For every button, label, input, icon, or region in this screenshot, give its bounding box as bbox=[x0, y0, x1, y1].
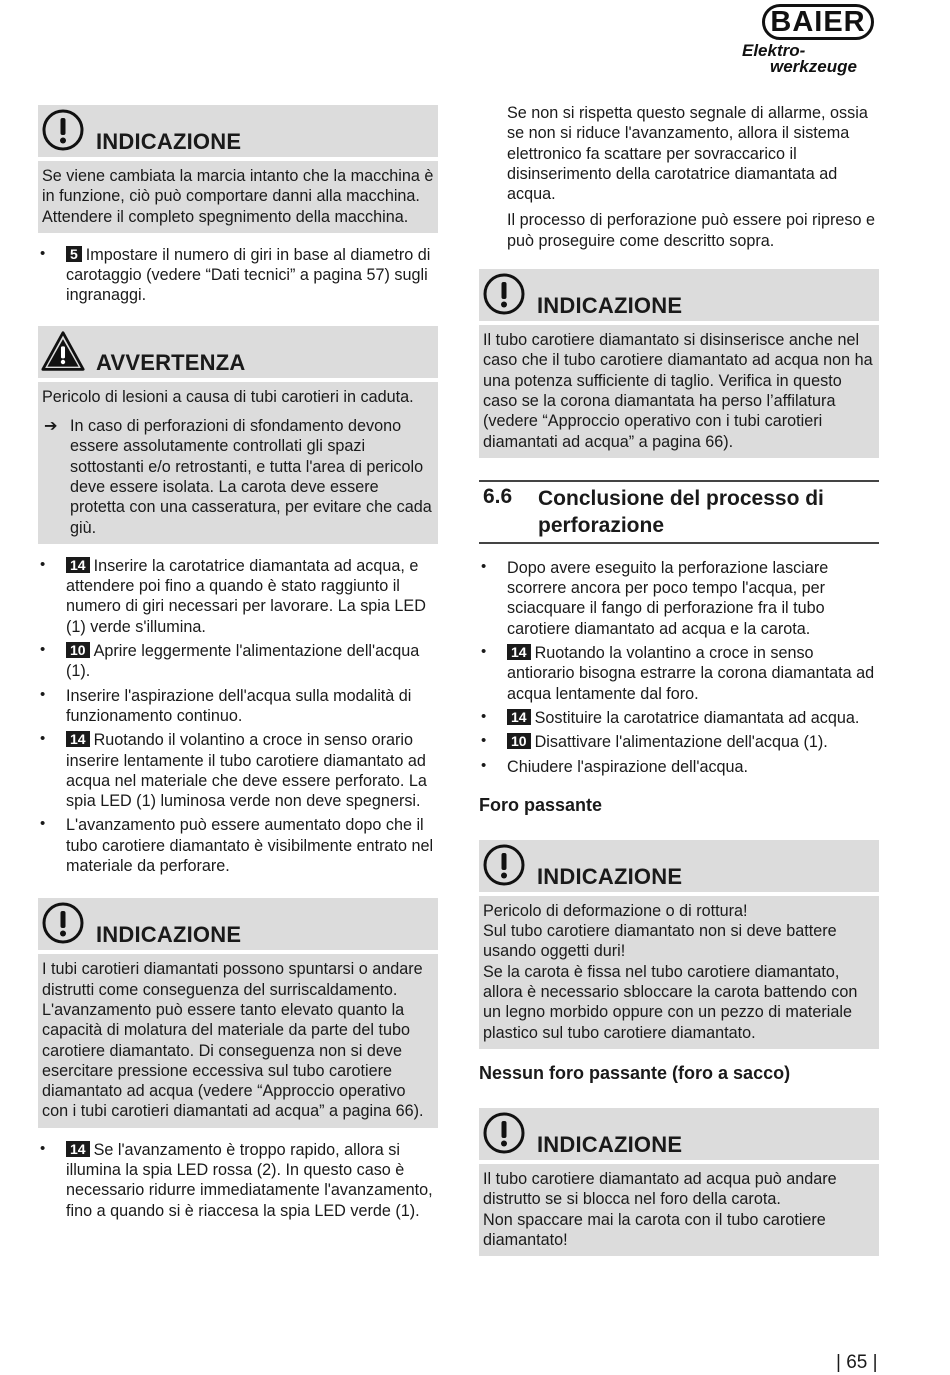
bullet-list bbox=[38, 245, 438, 306]
list-item bbox=[38, 686, 438, 727]
baier-logo bbox=[740, 4, 885, 80]
list-item-text: Inserire la carotatrice diamantata ad acqua, e attendere poi fino a quando è stato raggiunto il numero di giri necessari per lavorare. La spia LED (1) verde s'illumina. bbox=[66, 556, 426, 636]
bullet: • bbox=[40, 1139, 46, 1157]
notice-text: I tubi carotieri diamantati possono spuntarsi o andare distrutti come conseguenza del surriscaldamento. bbox=[42, 960, 423, 999]
notice-box-2 bbox=[38, 898, 438, 1127]
list-item-text: Chiudere l'aspirazione dell'acqua. bbox=[507, 757, 749, 776]
list-item-text: Ruotando la volantino a croce in senso antiorario bisogna estrarre la corona diamantata ad acqua lentamente dal foro. bbox=[507, 644, 875, 703]
warning-box bbox=[38, 326, 438, 544]
exclamation-circle-icon bbox=[482, 272, 526, 316]
bullet: • bbox=[40, 641, 46, 659]
warning-triangle-icon bbox=[41, 329, 85, 373]
list-item bbox=[38, 641, 438, 682]
logo-line1: Elektro- bbox=[742, 41, 806, 60]
warning-title: AVVERTENZA bbox=[96, 349, 246, 375]
list-item-text: L'avanzamento può essere aumentato dopo che il tubo carotiere diamantato è visibilmente entrato nel materiale da perforare. bbox=[66, 816, 434, 876]
notice-body bbox=[479, 896, 879, 1049]
notice-header bbox=[479, 840, 879, 892]
right-column bbox=[479, 103, 879, 1268]
exclamation-circle-icon bbox=[482, 843, 526, 887]
notice-box-5 bbox=[479, 1108, 879, 1256]
notice-title: INDICAZIONE bbox=[96, 922, 242, 948]
logo-line2: werkzeuge bbox=[770, 57, 857, 76]
notice-body bbox=[479, 325, 879, 458]
list-item bbox=[38, 245, 438, 306]
subheading: Nessun foro passante (foro a sacco) bbox=[479, 1062, 791, 1083]
bullet: • bbox=[481, 557, 487, 575]
notice-header bbox=[38, 898, 438, 950]
paragraph: Il processo di perforazione può essere poi ripreso e può proseguire come descritto sopra. bbox=[507, 211, 876, 250]
component-number-badge: 14 bbox=[507, 644, 531, 660]
notice-body bbox=[38, 954, 438, 1127]
component-number-badge: 5 bbox=[66, 246, 82, 262]
notice-text: Pericolo di deformazione o di rottura! bbox=[483, 901, 748, 920]
bullet: • bbox=[40, 730, 46, 748]
notice-header bbox=[479, 269, 879, 321]
bullet: • bbox=[481, 707, 487, 725]
list-item bbox=[479, 732, 879, 752]
bullet-list bbox=[38, 556, 438, 876]
list-item bbox=[38, 556, 438, 637]
warning-body bbox=[38, 382, 438, 544]
exclamation-circle-icon bbox=[482, 1111, 526, 1155]
notice-header bbox=[38, 105, 438, 157]
notice-text: Il tubo carotiere diamantato si disinserisce anche nel caso che il tubo carotiere diamantato ad acqua non ha una potenza sufficiente di taglio. Verifica in questo caso se la corona diamantata ha perso l’affilatura (vedere “Approccio operativo con i tubi carotieri diamantati ad acqua” a pagina 66). bbox=[483, 331, 873, 451]
notice-title: INDICAZIONE bbox=[96, 129, 242, 154]
subheading: Foro passante bbox=[479, 794, 603, 815]
list-item bbox=[38, 730, 438, 811]
bullet-list bbox=[479, 558, 879, 777]
page-number: | 65 | bbox=[836, 1352, 878, 1373]
notice-title: INDICAZIONE bbox=[537, 863, 683, 889]
notice-body bbox=[38, 161, 438, 233]
notice-text: Non spaccare mai la carota con il tubo carotiere diamantato! bbox=[483, 1210, 826, 1249]
bullet: • bbox=[481, 643, 487, 661]
list-item-text: Sostituire la carotatrice diamantata ad acqua. bbox=[534, 708, 860, 727]
notice-text: Se viene cambiata la marcia intanto che la macchina è in funzione, ciò può comportare danni alla macchina. bbox=[42, 167, 434, 206]
list-item-text: Se l'avanzamento è troppo rapido, allora si illumina la spia LED rossa (2). In questo caso è necessario ridurre immediatamente l'avanzamento, fino a quando si è riaccesa la spia LED verde (1). bbox=[66, 1140, 433, 1220]
list-item bbox=[479, 708, 879, 728]
component-number-badge: 14 bbox=[66, 731, 90, 747]
component-number-badge: 14 bbox=[66, 1141, 90, 1157]
list-item bbox=[479, 643, 879, 704]
section-title: Conclusione del processo di perforazione bbox=[538, 486, 824, 537]
list-item-text: Dopo avere eseguito la perforazione lasciare scorrere ancora per poco tempo l'acqua, per sciacquare il fango di perforazione fra il tubo carotiere diamantato ad acqua e la carota. bbox=[507, 558, 829, 638]
component-number-badge: 14 bbox=[507, 709, 531, 725]
notice-title: INDICAZIONE bbox=[537, 1131, 683, 1157]
exclamation-circle-icon bbox=[41, 108, 85, 152]
notice-text: Attendere il completo spegnimento della macchina. bbox=[42, 207, 409, 226]
list-item-text: Ruotando il volantino a croce in senso orario inserire lentamente il tubo carotiere diamantato ad acqua nel materiale che deve essere perforato. La spia LED (1) luminosa verde non deve spegnersi. bbox=[66, 731, 427, 811]
bullet: • bbox=[40, 244, 46, 262]
bullet: • bbox=[481, 756, 487, 774]
notice-text: Sul tubo carotiere diamantato non si deve battere usando oggetti duri! bbox=[483, 922, 837, 961]
notice-text: L'avanzamento può essere tanto elevato quanto la capacità di molatura del materiale da parte del tubo carotiere diamantato. Di conseguenza non si deve esercitare pressione eccessiva sul tubo carotiere diamantato ad acqua (vedere “Approccio operativo con i tubi carotieri diamantati ad acqua” a pagina 66). bbox=[42, 1000, 424, 1121]
exclamation-circle-icon bbox=[41, 901, 85, 945]
bullet-list bbox=[38, 1140, 438, 1221]
notice-box-1 bbox=[38, 105, 438, 233]
notice-text: Se la carota è fissa nel tubo carotiere diamantato, allora è necessario sbloccare la carota battendo con un legno morbido oppure con un pezzo di materiale plastico sul tubo carotiere diamantato. bbox=[483, 962, 858, 1042]
arrow-item-text: In caso di perforazioni di sfondamento devono essere assolutamente controllati gli spazi sottostanti e/o retrostanti, e tutta l'area di pericolo deve essere isolata. La carota deve essere protetta con una casseratura, per evitare che cada giù. bbox=[70, 417, 432, 537]
section-heading bbox=[479, 480, 879, 544]
list-item bbox=[38, 815, 438, 876]
section-number: 6.6 bbox=[483, 484, 513, 508]
notice-box-3 bbox=[479, 269, 879, 458]
list-item-text: Impostare il numero di giri in base al diametro di carotaggio (vedere “Dati tecnici” a pagina 57) sugli ingranaggi. bbox=[66, 245, 431, 305]
notice-header bbox=[479, 1108, 879, 1160]
notice-title: INDICAZIONE bbox=[537, 293, 683, 319]
notice-body bbox=[479, 1164, 879, 1256]
left-column bbox=[38, 105, 438, 1229]
arrow-right-icon: ➔ bbox=[44, 417, 58, 436]
logo-brand: BAIER bbox=[762, 4, 874, 40]
bullet: • bbox=[481, 732, 487, 750]
list-item-text: Disattivare l'alimentazione dell'acqua (1). bbox=[534, 733, 828, 752]
list-item-text: Inserire l'aspirazione dell'acqua sulla modalità di funzionamento continuo. bbox=[66, 686, 412, 725]
bullet: • bbox=[40, 685, 46, 703]
list-item bbox=[38, 1140, 438, 1221]
list-item-text: Aprire leggermente l'alimentazione dell'acqua (1). bbox=[66, 642, 420, 681]
notice-text: Il tubo carotiere diamantato ad acqua può andare distrutto se si blocca nel foro della carota. bbox=[483, 1169, 837, 1209]
warning-header bbox=[38, 326, 438, 378]
list-item bbox=[479, 558, 879, 639]
component-number-badge: 10 bbox=[66, 642, 90, 658]
notice-box-4 bbox=[479, 840, 879, 1049]
bullet: • bbox=[40, 555, 46, 573]
list-item bbox=[479, 757, 879, 777]
warning-text: Pericolo di lesioni a causa di tubi carotieri in caduta. bbox=[42, 387, 414, 406]
paragraph: Se non si rispetta questo segnale di allarme, ossia se non si riduce l'avanzamento, allora il sistema elettronico fa scattare per sovraccarico il disinserimento della carotatrice diamantata ad acqua. bbox=[507, 104, 868, 204]
component-number-badge: 10 bbox=[507, 733, 531, 749]
arrow-item bbox=[42, 416, 434, 538]
bullet: • bbox=[40, 815, 46, 833]
component-number-badge: 14 bbox=[66, 557, 90, 573]
